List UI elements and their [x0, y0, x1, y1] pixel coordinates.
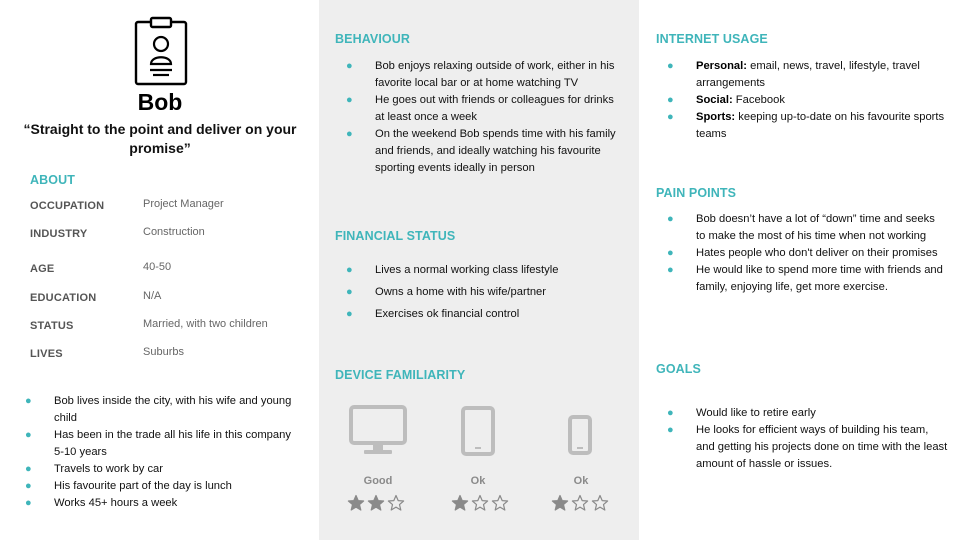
- desktop-icon: [349, 405, 407, 462]
- star-empty-icon: [387, 494, 405, 512]
- occupation-label: OCCUPATION: [30, 200, 105, 212]
- bullet-icon: ●: [346, 286, 353, 298]
- bullet-icon: ●: [667, 247, 674, 259]
- goals-list: [667, 405, 948, 473]
- star-empty-icon: [491, 494, 509, 512]
- age-label: AGE: [30, 263, 55, 275]
- tablet-familiarity-label: Ok: [470, 475, 486, 487]
- bullet-icon: ●: [346, 264, 353, 276]
- occupation-value: Project Manager: [143, 198, 224, 210]
- list-item: ● Personal: email, news, travel, lifestyle, travel arrangements: [667, 60, 920, 89]
- list-item: ● Bob doesn’t have a lot of “down” time and seeks to make the most of his time when not working: [667, 213, 935, 242]
- list-item: ● On the weekend Bob spends time with his family and friends, and ideally watching his favourite sporting events ideally in person: [346, 128, 616, 174]
- persona-quote: “Straight to the point and deliver on your promise”: [23, 121, 297, 156]
- bullet-icon: ●: [667, 94, 674, 106]
- phone-icon: [568, 415, 592, 460]
- status-label: STATUS: [30, 320, 74, 332]
- list-item: ● His favourite part of the day is lunch: [54, 478, 294, 495]
- internet-usage-heading: INTERNET USAGE: [656, 32, 768, 46]
- list-item: ● Lives a normal working class lifestyle: [375, 262, 620, 279]
- list-item: ● Travels to work by car: [54, 461, 294, 478]
- bullet-icon: ●: [25, 429, 32, 441]
- list-item: ● Owns a home with his wife/partner: [375, 284, 620, 301]
- age-value: 40-50: [143, 261, 172, 273]
- lives-value: Suburbs: [143, 346, 184, 358]
- education-label: EDUCATION: [30, 292, 97, 304]
- about-bullet-list: [25, 393, 294, 512]
- list-item: ● Social: Facebook: [696, 92, 946, 109]
- tablet-icon: [461, 406, 495, 461]
- bullet-icon: ●: [667, 213, 674, 225]
- about-heading: ABOUT: [30, 173, 75, 187]
- bullet-icon: ●: [667, 111, 674, 123]
- bullet-icon: ●: [25, 497, 32, 509]
- industry-value: Construction: [143, 226, 205, 238]
- bullet-icon: ●: [667, 60, 674, 72]
- bullet-icon: ●: [25, 463, 32, 475]
- desktop-familiarity-label: Good: [363, 475, 393, 487]
- list-item: ● Would like to retire early: [696, 405, 948, 422]
- tablet-rating: [451, 494, 509, 512]
- list-item: ● He would like to spend more time with friends and family, enjoying life, get more exercise.: [667, 264, 943, 293]
- industry-label: INDUSTRY: [30, 228, 88, 240]
- persona-name: Bob: [137, 89, 183, 115]
- list-item: ● Sports: keeping up-to-date on his favourite sports teams: [667, 111, 945, 140]
- list-item: ● Has been in the trade all his life in this company 5-10 years: [25, 429, 291, 458]
- phone-familiarity-label: Ok: [573, 475, 589, 487]
- bullet-icon: ●: [25, 395, 32, 407]
- bullet-icon: ●: [346, 308, 353, 320]
- pain-points-heading: PAIN POINTS: [656, 186, 737, 200]
- star-empty-icon: [571, 494, 589, 512]
- behaviour-bullet-list: [346, 58, 620, 177]
- bullet-icon: ●: [667, 264, 674, 276]
- clipboard-user-icon: [133, 16, 189, 86]
- star-filled-icon: [451, 494, 469, 512]
- star-filled-icon: [347, 494, 365, 512]
- phone-rating: [551, 494, 609, 512]
- list-item: ● Hates people who don't deliver on their promises: [696, 245, 946, 262]
- bullet-icon: ●: [667, 407, 674, 419]
- star-filled-icon: [367, 494, 385, 512]
- status-value: Married, with two children: [143, 318, 268, 330]
- list-item: ● He looks for efficient ways of building his team, and getting his projects done on time with the least amount of hassle or issues.: [667, 424, 948, 470]
- financial-bullet-list: [346, 262, 620, 323]
- star-empty-icon: [591, 494, 609, 512]
- list-item: ● Works 45+ hours a week: [54, 495, 294, 512]
- desktop-rating: [347, 494, 405, 512]
- bullet-icon: ●: [25, 480, 32, 492]
- star-empty-icon: [471, 494, 489, 512]
- list-item: ● Exercises ok financial control: [375, 306, 620, 323]
- lives-label: LIVES: [30, 348, 63, 360]
- bullet-icon: ●: [667, 424, 674, 436]
- list-item: ● Bob lives inside the city, with his wife and young child: [25, 395, 292, 424]
- internet-usage-list: [667, 58, 946, 143]
- bullet-icon: ●: [346, 60, 353, 72]
- bullet-icon: ●: [346, 94, 353, 106]
- list-item: ● Bob enjoys relaxing outside of work, either in his favorite local bar or at home watching TV: [346, 60, 615, 89]
- pain-points-list: [667, 211, 946, 296]
- goals-heading: GOALS: [656, 362, 701, 376]
- device-familiarity-heading: DEVICE FAMILIARITY: [335, 368, 466, 382]
- behaviour-heading: BEHAVIOUR: [335, 32, 410, 46]
- star-filled-icon: [551, 494, 569, 512]
- financial-heading: FINANCIAL STATUS: [335, 229, 456, 243]
- bullet-icon: ●: [346, 128, 353, 140]
- education-value: N/A: [143, 290, 162, 302]
- list-item: ● He goes out with friends or colleagues for drinks at least once a week: [346, 94, 614, 123]
